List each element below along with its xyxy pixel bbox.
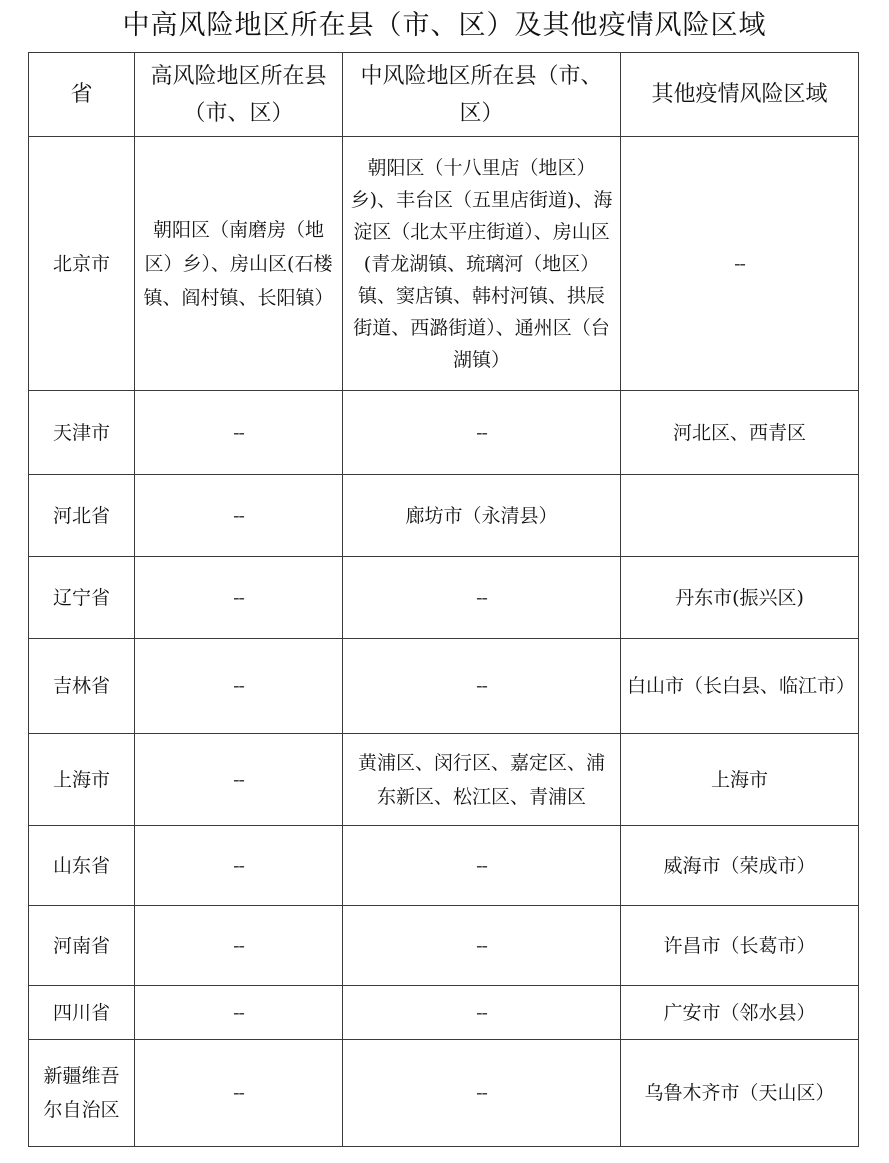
high-risk-cell: -- [135, 391, 343, 475]
mid-risk-cell: -- [343, 826, 621, 906]
high-risk-cell: -- [135, 734, 343, 826]
table-row [29, 391, 859, 475]
mid-risk-cell: -- [343, 986, 621, 1040]
other-risk-cell: -- [621, 137, 859, 391]
other-risk-cell: 河北区、西青区 [621, 391, 859, 475]
mid-risk-cell: -- [343, 639, 621, 734]
risk-area-table [28, 52, 859, 1147]
province-cell: 河南省 [29, 906, 135, 986]
high-risk-cell: -- [135, 639, 343, 734]
mid-risk-cell: 朝阳区（十八里店（地区）乡)、丰台区（五里店街道)、海淀区（北太平庄街道）、房山区(青龙湖镇、琉璃河（地区）镇、窦店镇、韩村河镇、拱辰街道、西潞街道）、通州区（台湖镇） [343, 137, 621, 391]
province-cell: 吉林省 [29, 639, 135, 734]
high-risk-cell: 朝阳区（南磨房（地区）乡）、房山区(石楼镇、阎村镇、长阳镇） [135, 137, 343, 391]
mid-risk-cell: 黄浦区、闵行区、嘉定区、浦东新区、松江区、青浦区 [343, 734, 621, 826]
header-high-risk: 高风险地区所在县（市、区） [135, 53, 343, 137]
high-risk-cell: -- [135, 906, 343, 986]
province-cell: 天津市 [29, 391, 135, 475]
table-row [29, 137, 859, 391]
high-risk-cell: -- [135, 826, 343, 906]
mid-risk-cell: -- [343, 391, 621, 475]
mid-risk-cell: -- [343, 1040, 621, 1147]
other-risk-cell: 上海市 [621, 734, 859, 826]
mid-risk-cell: -- [343, 557, 621, 639]
province-cell: 上海市 [29, 734, 135, 826]
high-risk-cell: -- [135, 1040, 343, 1147]
mid-risk-cell: -- [343, 906, 621, 986]
province-cell: 山东省 [29, 826, 135, 906]
table-row [29, 826, 859, 906]
table-row [29, 986, 859, 1040]
table-row [29, 906, 859, 986]
mid-risk-cell: 廊坊市（永清县） [343, 475, 621, 557]
province-cell: 河北省 [29, 475, 135, 557]
other-risk-cell: 白山市（长白县、临江市） [621, 639, 859, 734]
table-row [29, 475, 859, 557]
other-risk-cell: 广安市（邻水县） [621, 986, 859, 1040]
header-other-risk: 其他疫情风险区域 [621, 53, 859, 137]
province-cell: 北京市 [29, 137, 135, 391]
header-province: 省 [29, 53, 135, 137]
other-risk-cell: 许昌市（长葛市） [621, 906, 859, 986]
high-risk-cell: -- [135, 986, 343, 1040]
page-title: 中高风险地区所在县（市、区）及其他疫情风险区域 [122, 10, 767, 41]
table-row [29, 1040, 859, 1147]
header-row [29, 53, 859, 137]
table-row [29, 639, 859, 734]
header-mid-risk: 中风险地区所在县（市、区） [343, 53, 621, 137]
other-risk-cell: 丹东市(振兴区) [621, 557, 859, 639]
high-risk-cell: -- [135, 475, 343, 557]
other-risk-cell: 乌鲁木齐市（天山区） [621, 1040, 859, 1147]
other-risk-cell: 威海市（荣成市） [621, 826, 859, 906]
province-cell: 四川省 [29, 986, 135, 1040]
province-cell: 新疆维吾尔自治区 [29, 1040, 135, 1147]
other-risk-cell [621, 475, 859, 557]
table-row [29, 734, 859, 826]
high-risk-cell: -- [135, 557, 343, 639]
table-row [29, 557, 859, 639]
province-cell: 辽宁省 [29, 557, 135, 639]
